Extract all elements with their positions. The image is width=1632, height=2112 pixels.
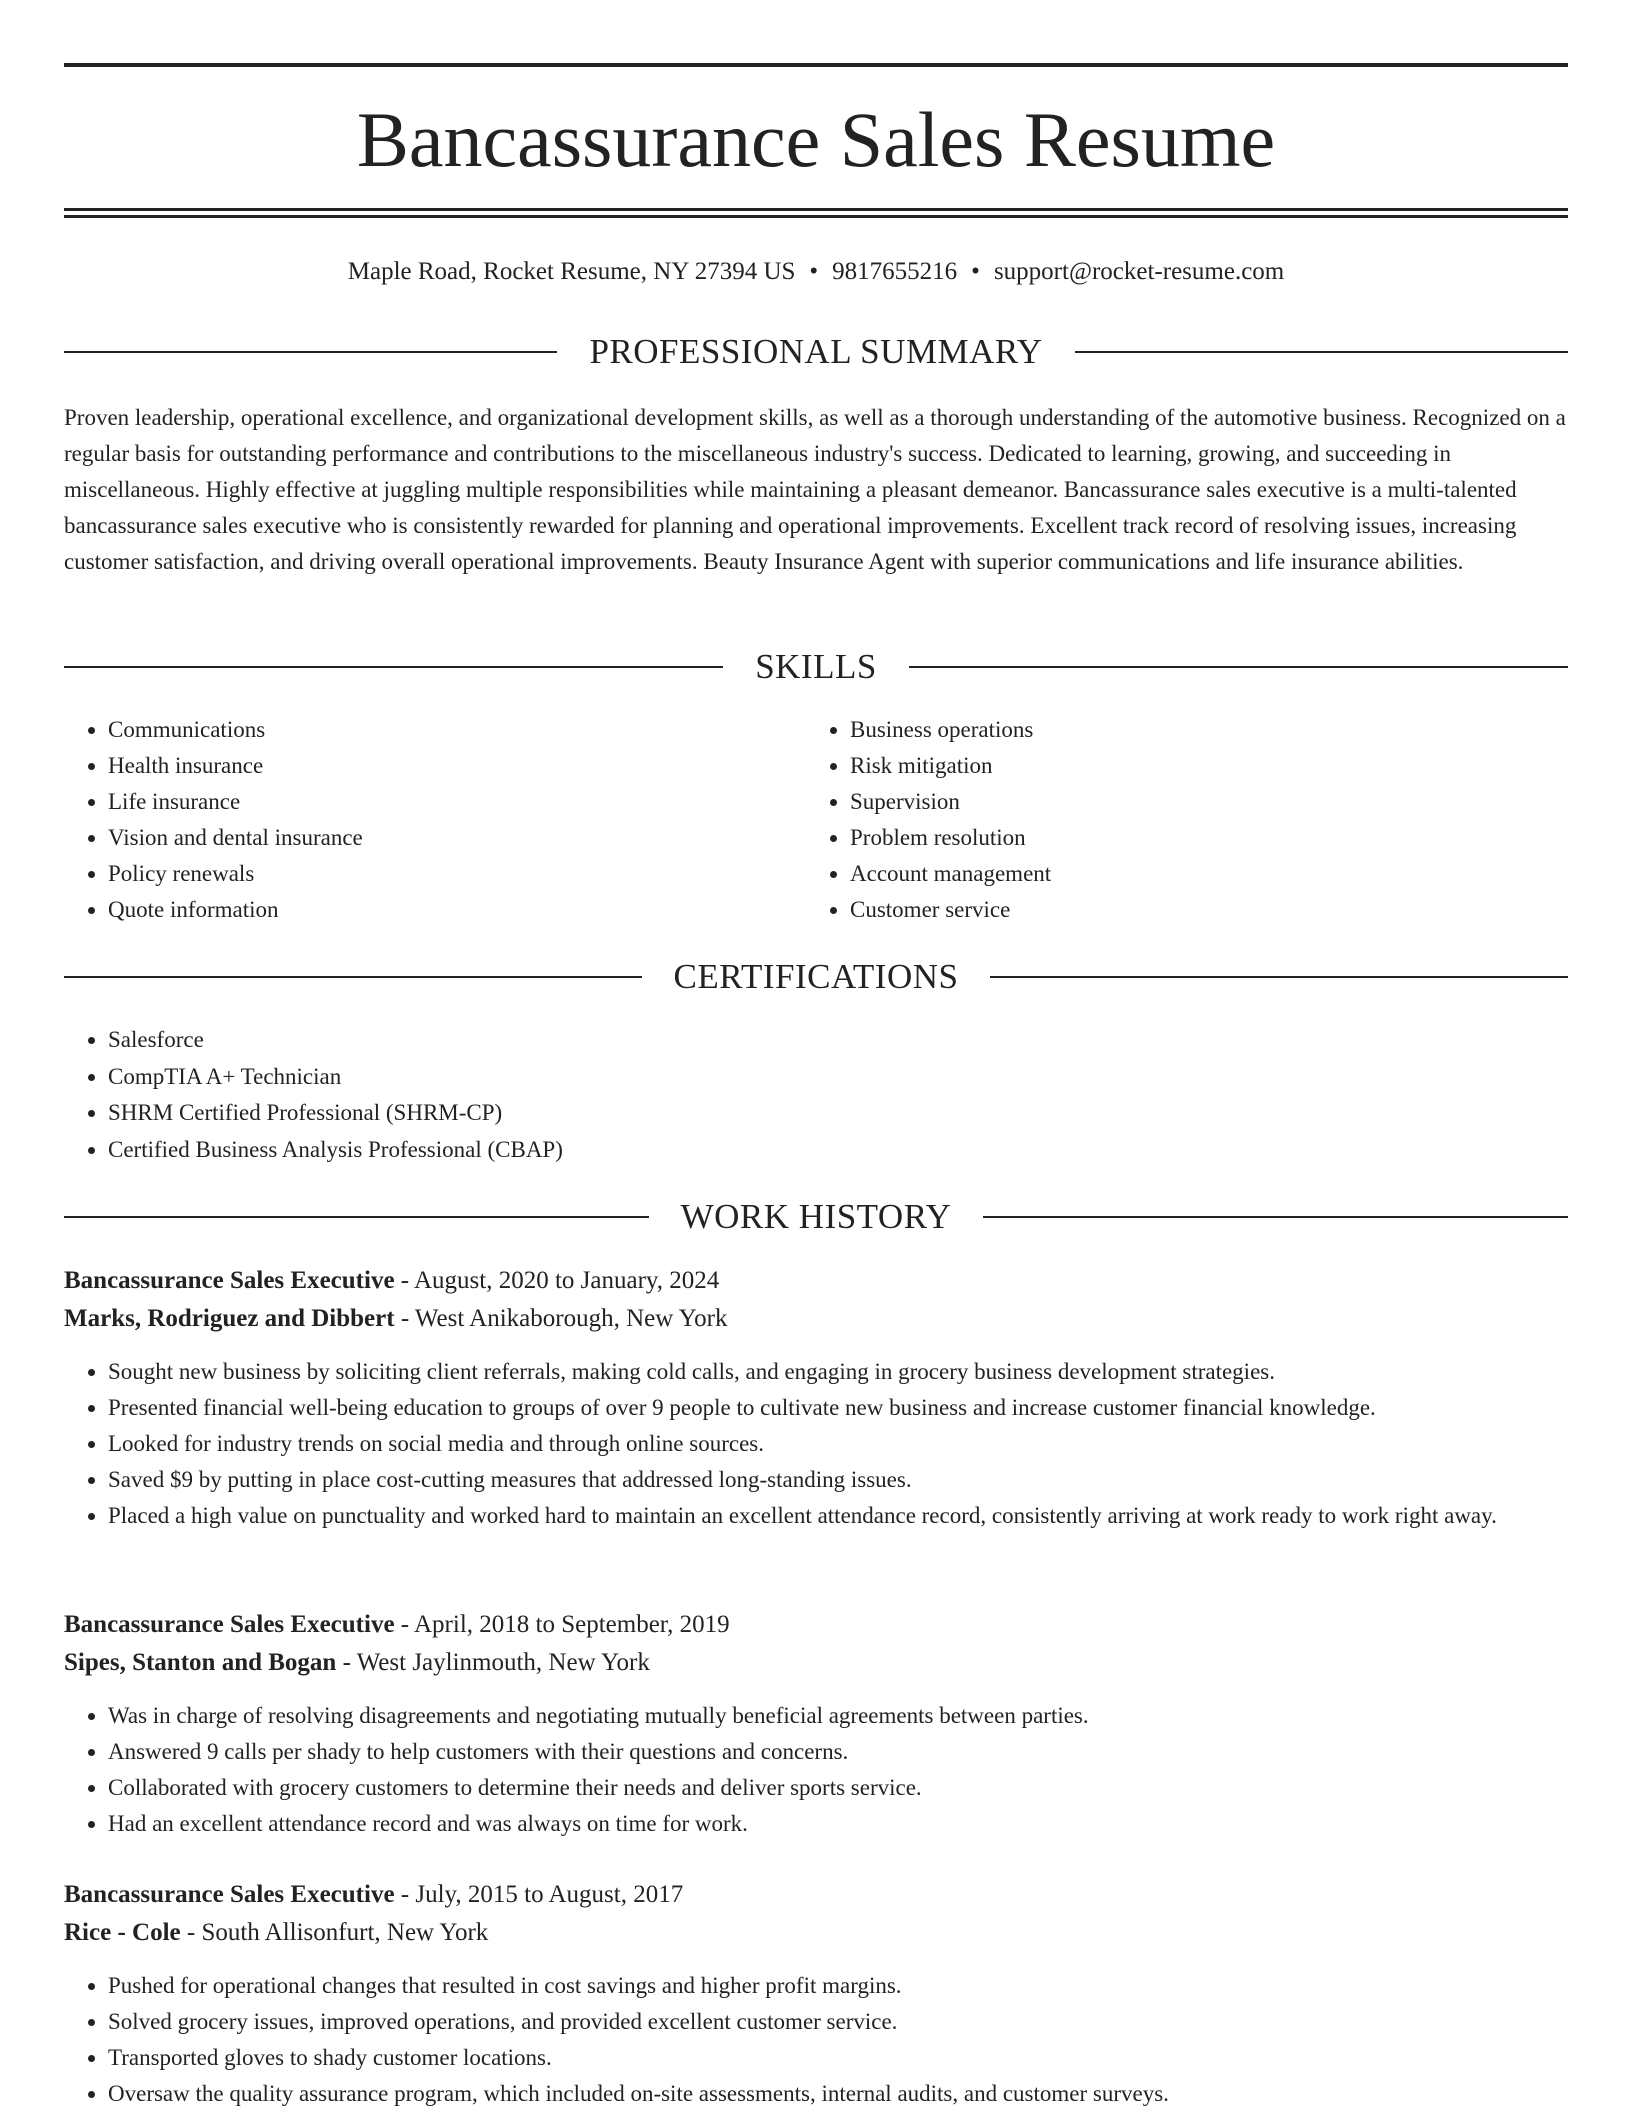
job-bullet: • Transported gloves to shady customer locations. (108, 2040, 1568, 2076)
contact-address: Maple Road, Rocket Resume, NY 27394 US (347, 258, 796, 285)
job-entry (64, 1876, 1568, 2112)
heading-rule-right (983, 1216, 1568, 1218)
job-location: - West Anikaborough, New York (394, 1305, 728, 1332)
certifications-heading (64, 955, 1568, 999)
contact-separator: • (971, 258, 980, 285)
certification-item: • Salesforce (108, 1022, 1568, 1059)
skill-item: • Problem resolution (850, 820, 1548, 856)
job-company-line (64, 1300, 1568, 1338)
job-company: Rice - Cole (64, 1919, 181, 1946)
job-location: - West Jaylinmouth, New York (336, 1649, 650, 1676)
resume-title: Bancassurance Sales Resume (356, 96, 1276, 183)
skill-item: • Policy renewals (108, 856, 806, 892)
certification-item: • Certified Business Analysis Professional (CBAP) (108, 1132, 1568, 1169)
job-bullet: • Answered 9 calls per shady to help customers with their questions and concerns. (108, 1734, 1568, 1770)
work-history-heading-text: WORK HISTORY (680, 1197, 952, 1236)
skills-column-right (806, 712, 1548, 928)
heading-rule-left (64, 1216, 649, 1218)
heading-rule-right (990, 976, 1568, 978)
job-bullets (64, 1968, 1568, 2112)
heading-rule-left (64, 666, 723, 668)
work-history-heading (64, 1195, 1568, 1239)
contact-separator: • (809, 258, 819, 285)
skill-item: • Vision and dental insurance (108, 820, 806, 856)
skills-right-list (806, 712, 1548, 928)
job-dates: - August, 2020 to January, 2024 (394, 1267, 720, 1294)
certification-item: • CompTIA A+ Technician (108, 1059, 1568, 1096)
job-bullets (64, 1698, 1568, 1842)
heading-rule-left (64, 351, 557, 353)
job-bullet: • Solved grocery issues, improved operations, and provided excellent customer service. (108, 2004, 1568, 2040)
skill-item: • Customer service (850, 892, 1548, 928)
skill-item: • Supervision (850, 784, 1548, 820)
skill-item: • Account management (850, 856, 1548, 892)
heading-rule-right (909, 666, 1568, 668)
job-bullet: • Looked for industry trends on social media and through online sources. (108, 1426, 1568, 1462)
top-rule (64, 63, 1568, 67)
skill-item: • Quote information (108, 892, 806, 928)
certification-item: • SHRM Certified Professional (SHRM-CP) (108, 1095, 1568, 1132)
job-bullet: • Oversaw the quality assurance program, which included on-site assessments, internal audits, and customer surveys. (108, 2076, 1568, 2112)
summary-heading-text: PROFESSIONAL SUMMARY (589, 332, 1043, 371)
job-title: Bancassurance Sales Executive (64, 1611, 395, 1638)
job-bullet: • Collaborated with grocery customers to determine their needs and deliver sports service. (108, 1770, 1568, 1806)
heading-rule-left (64, 976, 642, 978)
job-company: Marks, Rodriguez and Dibbert (64, 1305, 395, 1332)
job-company-line (64, 1914, 1568, 1952)
job-bullet: • Presented financial well-being education to groups of over 9 people to cultivate new business and increase customer financial knowledge. (108, 1390, 1568, 1426)
summary-heading (64, 330, 1568, 374)
skill-item: • Risk mitigation (850, 748, 1548, 784)
job-title: Bancassurance Sales Executive (64, 1267, 395, 1294)
job-bullet: • Placed a high value on punctuality and worked hard to maintain an excellent attendance record, consistently arriving at work ready to work right away. (108, 1498, 1568, 1534)
job-title: Bancassurance Sales Executive (64, 1881, 395, 1908)
skills-heading-text: SKILLS (755, 647, 877, 686)
job-company: Sipes, Stanton and Bogan (64, 1649, 337, 1676)
job-bullet: • Was in charge of resolving disagreements and negotiating mutually beneficial agreements between parties. (108, 1698, 1568, 1734)
skills-column-left (64, 712, 806, 928)
summary-text: Proven leadership, operational excellence, and organizational development skills, as well as a thorough understanding of the automotive business. Recognized on a regular basis for outstanding performance and contributions to the miscellaneous industry's success. Dedicated to learning, growing, and succeeding in miscellaneous. Highly effective at juggling multiple responsibilities while maintaining a pleasant demeanor. Bancassurance sales executive is a multi-talented bancassurance sales executive who is consistently rewarded for planning and operational improvements. Excellent track record of resolving issues, increasing customer satisfaction, and driving overall operational improvements. Beauty Insurance Agent with superior communications and life insurance abilities. (64, 405, 1566, 574)
job-bullet: • Sought new business by soliciting client referrals, making cold calls, and engaging in grocery business development strategies. (108, 1354, 1568, 1390)
job-title-line (64, 1262, 1568, 1300)
skill-item: • Business operations (850, 712, 1548, 748)
contact-email: support@rocket-resume.com (993, 258, 1285, 285)
job-entry (64, 1262, 1568, 1534)
certifications-heading-text: CERTIFICATIONS (673, 957, 959, 996)
skill-item: • Communications (108, 712, 806, 748)
skill-item: • Life insurance (108, 784, 806, 820)
job-entry (64, 1606, 1568, 1842)
skills-heading (64, 645, 1568, 689)
contact-line (64, 256, 1568, 288)
contact-phone: 9817655216 (832, 258, 958, 285)
skills-left-list (64, 712, 806, 928)
job-bullet: • Saved $9 by putting in place cost-cutting measures that addressed long-standing issues. (108, 1462, 1568, 1498)
job-title-line (64, 1876, 1568, 1914)
certifications-bullets (64, 1022, 1568, 1168)
job-bullet: • Pushed for operational changes that resulted in cost savings and higher profit margins. (108, 1968, 1568, 2004)
certifications-list (64, 1022, 1568, 1168)
skill-item: • Health insurance (108, 748, 806, 784)
heading-rule-right (1075, 351, 1568, 353)
job-location: - South Allisonfurt, New York (180, 1919, 489, 1946)
job-bullet: • Had an excellent attendance record and was always on time for work. (108, 1806, 1568, 1842)
job-dates: - July, 2015 to August, 2017 (394, 1881, 684, 1908)
job-company-line (64, 1644, 1568, 1682)
job-title-line (64, 1606, 1568, 1644)
title-double-rule (64, 208, 1568, 218)
job-dates: - April, 2018 to September, 2019 (394, 1611, 730, 1638)
skills-list (64, 712, 1568, 928)
job-bullets (64, 1354, 1568, 1534)
